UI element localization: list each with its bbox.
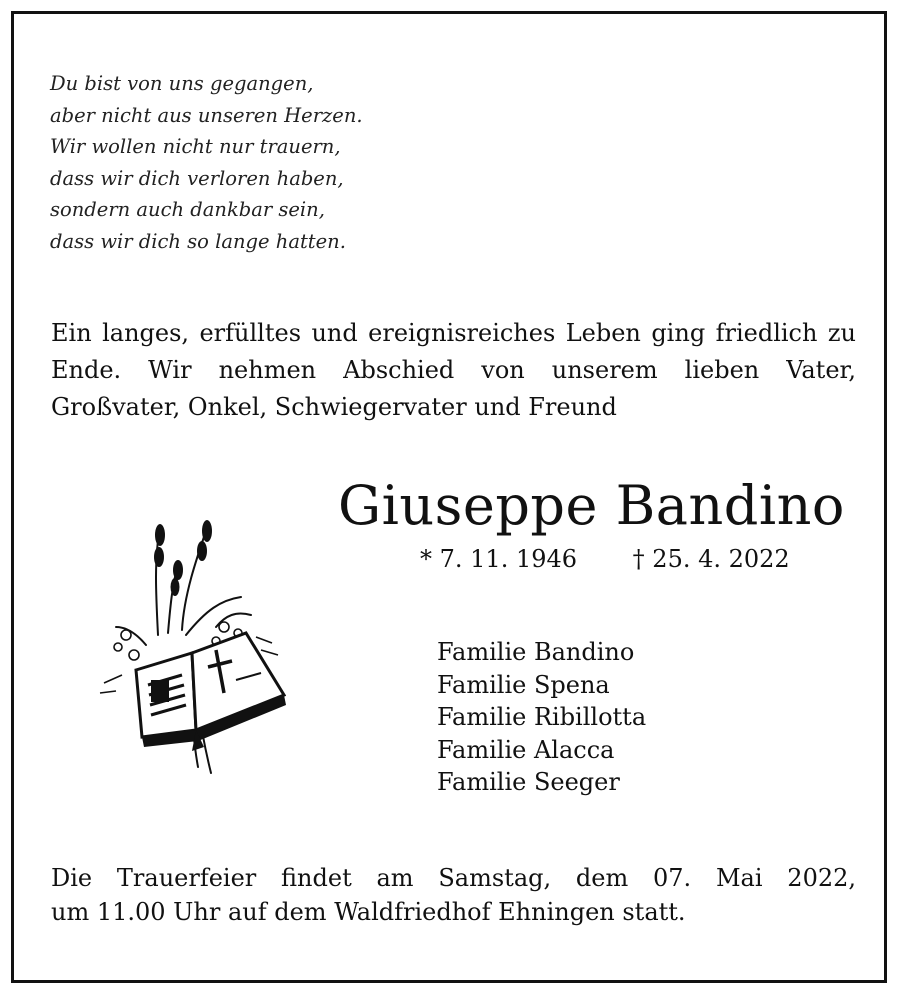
- poem-line: Wir wollen nicht nur trauern,: [50, 135, 341, 158]
- service-line-1: Die Trauerfeier findet am Samstag, dem 07. Mai 2022,: [51, 864, 856, 892]
- family-name: Familie Ribillotta: [437, 703, 647, 731]
- death-date: † 25. 4. 2022: [632, 545, 790, 573]
- service-info: [51, 861, 856, 929]
- family-list: [437, 636, 646, 799]
- intro-text: Ein langes, erfülltes und ereignisreiches Leben ging friedlich zu Ende. Wir nehmen Abschied von unserem lieben Vater, Großvater, Onkel, Schwiegervater und Freund: [51, 319, 856, 421]
- deceased-name: Giuseppe Bandino: [338, 474, 845, 537]
- birth-date: * 7. 11. 1946: [420, 545, 578, 573]
- poem-line: dass wir dich verloren haben,: [50, 166, 344, 190]
- poem-line: Du bist von uns gegangen,: [50, 72, 314, 95]
- family-name: Familie Seeger: [437, 768, 620, 796]
- family-name: Familie Spena: [437, 670, 610, 699]
- bible-with-wheat-and-flowers-icon: [96, 515, 286, 780]
- life-dates: [420, 541, 790, 577]
- poem-line: sondern auch dankbar sein,: [50, 198, 325, 221]
- family-name: Familie Bandino: [437, 638, 635, 666]
- poem: [50, 68, 363, 257]
- service-line-2: um 11.00 Uhr auf dem Waldfriedhof Ehningen statt.: [51, 898, 686, 926]
- poem-line: aber nicht aus unseren Herzen.: [50, 103, 363, 127]
- family-name: Familie Alacca: [437, 735, 615, 764]
- poem-line: dass wir dich so lange hatten.: [50, 229, 346, 253]
